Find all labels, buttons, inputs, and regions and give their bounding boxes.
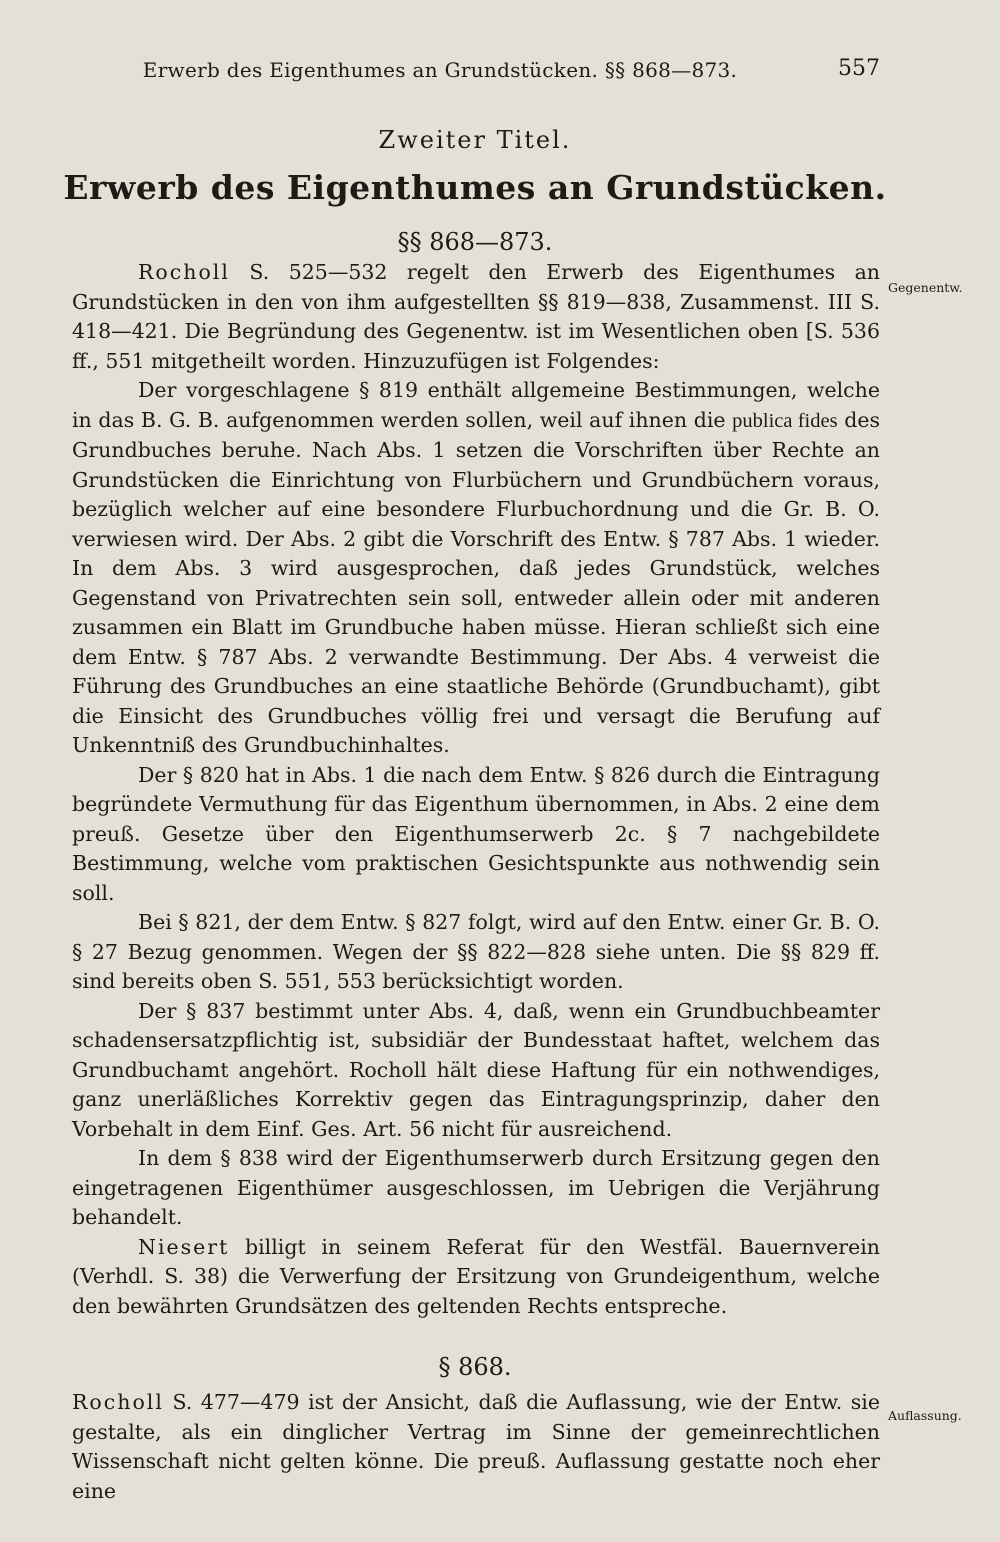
margin-note-gegenentw: Gegenentw. <box>888 280 963 295</box>
paragraph-7 <box>72 1233 880 1322</box>
paragraph-text: billigt in seinem Referat für den Westfäl. Bauernverein (Verhdl. S. 38) die Verwerfung der Ersitzung von Grundeigenthum, welche den bewährten Grundsätzen des geltenden Rechts entspreche. <box>72 1234 880 1318</box>
paragraph-4: Bei § 821, der dem Entw. § 827 folgt, wird auf den Entw. einer Gr. B. O. § 27 Bezug genommen. Wegen der §§ 822—828 siehe unten. Die §§ 829 ff. sind bereits oben S. 551, 553 berücksichtigt worden. <box>72 910 880 993</box>
section-body <box>72 1388 880 1506</box>
section-heading: § 868. <box>438 1353 512 1381</box>
margin-note-auflassung: Auflassung. <box>888 1408 962 1423</box>
page-title: Erwerb des Eigenthumes an Grundstücken. <box>63 168 887 207</box>
section-paragraph-1 <box>72 1388 880 1506</box>
page-number: 557 <box>838 56 880 81</box>
paragraph-2 <box>72 376 880 761</box>
paragraph-text: Der vorgeschlagene § 819 enthält allgemeine Bestimmungen, welche in das B. G. B. aufgenommen werden sollen, weil auf ihnen die <box>72 378 880 432</box>
paragraph-6: In dem § 838 wird der Eigenthumserwerb durch Ersitzung gegen den eingetragenen Eigenthümer ausgeschlossen, im Uebrigen die Verjährung behandelt. <box>72 1146 880 1229</box>
section-range: §§ 868—873. <box>397 228 553 256</box>
paragraph-3: Der § 820 hat in Abs. 1 die nach dem Entw. § 826 durch die Eintragung begründete Vermuthung für das Eigenthum übernommen, in Abs. 2 eine dem preuß. Gesetze über den Eigenthumserwerb 2c. § 7 nachgebildete Bestimmung, welche vom praktischen Gesichtspunkte aus nothwendig sein soll. <box>72 762 880 905</box>
paragraph-1 <box>72 258 880 376</box>
body-text <box>72 258 880 1321</box>
title-label: Zweiter Titel. <box>378 126 572 154</box>
paragraph-text: S. 477—479 ist der Ansicht, daß die Auflassung, wie der Entw. sie gestalte, als ein dinglicher Vertrag im Sinne der gemeinrechtlichen Wissenschaft nicht gelten könne. Die preuß. Auflassung gestatte noch eher eine <box>72 1390 880 1503</box>
paragraph-text: des Grundbuches beruhe. Nach Abs. 1 setzen die Vorschriften über Rechte an Grundstücken die Einrichtung von Flurbüchern und Grundbüchern voraus, bezüglich welcher auf eine besondere Flurbuchordnung und die Gr. B. O. verwiesen wird. Der Abs. 2 gibt die Vorschrift des Entw. § 787 Abs. 1 wieder. In dem Abs. 3 wird ausgesprochen, daß jedes Grundstück, welches Gegenstand von Privatrechten sein soll, entweder allein oder mit anderen zusammen ein Blatt im Grundbuche haben müsse. Hieran schließt sich eine dem Entw. § 787 Abs. 2 verwandte Bestimmung. Der Abs. 4 verweist die Führung des Grundbuches an eine staatliche Behörde (Grundbuchamt), gibt die Einsicht des Grundbuches völlig frei und versagt die Berufung auf Unkenntniß des Grundbuchinhaltes. <box>72 407 880 757</box>
author-name: Rocholl <box>72 1390 164 1414</box>
author-name: Niesert <box>138 1234 230 1259</box>
paragraph-text: S. 525—532 regelt den Erwerb des Eigenthumes an Grundstücken in den von ihm aufgestellten §§ 819—838, Zusammenst. III S. 418—421. Die Begründung des Gegenentw. ist im Wesentlichen oben [S. 536 ff., 551 mitgetheilt worden. Hinzuzufügen ist Folgendes: <box>72 260 880 373</box>
running-head: Erwerb des Eigenthumes an Grundstücken. §§ 868—873. <box>142 58 738 82</box>
author-name: Rocholl <box>138 260 230 284</box>
paragraph-5: Der § 837 bestimmt unter Abs. 4, daß, wenn ein Grundbuchbeamter schadensersatzpflichtig ist, subsidiär der Bundesstaat haftet, welchem das Grundbuchamt angehört. Rocholl hält diese Haftung für ein nothwendiges, ganz unerläßliches Korrektiv gegen das Eintragungsprinzip, daher den Vorbehalt in dem Einf. Ges. Art. 56 nicht für ausreichend. <box>72 998 880 1141</box>
latin-phrase: publica fides <box>732 409 838 432</box>
